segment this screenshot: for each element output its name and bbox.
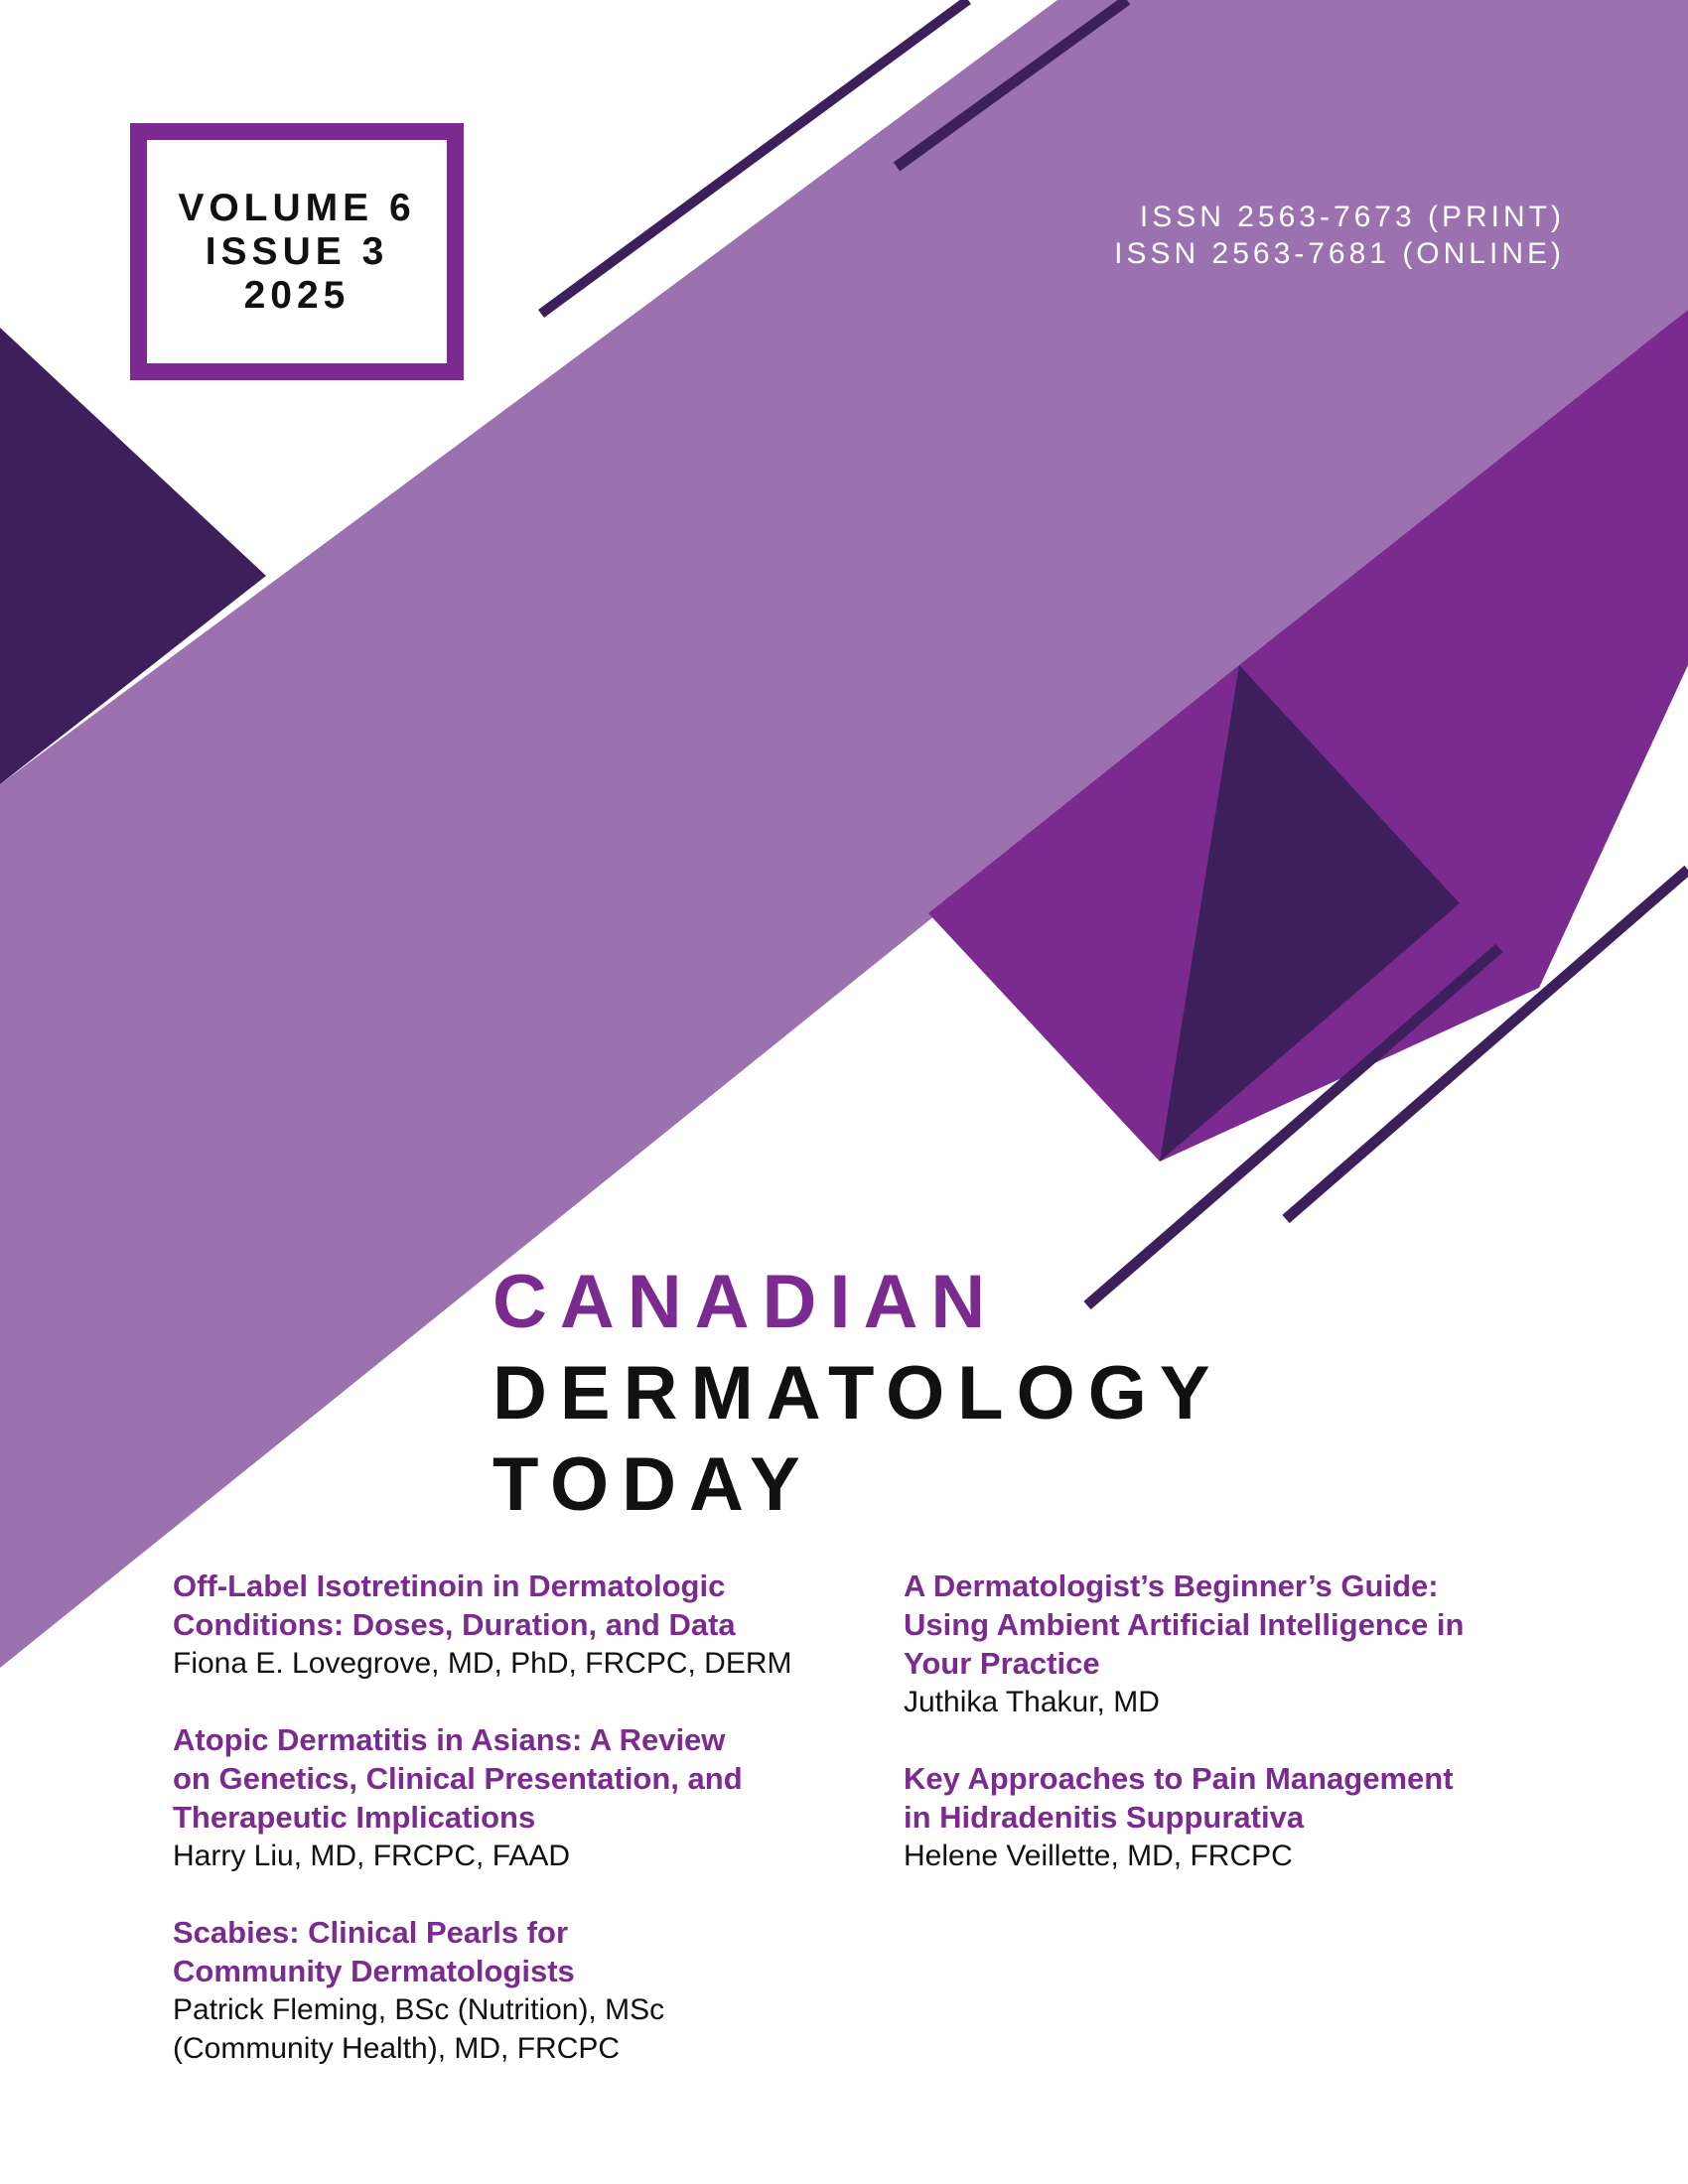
issn-block — [1114, 199, 1565, 272]
articles-right-column — [904, 1567, 1539, 1913]
articles-left-column — [173, 1567, 848, 2106]
article-authors: Harry Liu, MD, FRCPC, FAAD — [173, 1840, 571, 1872]
issue-label: ISSUE 3 — [205, 229, 389, 273]
volume-label: VOLUME 6 — [178, 186, 416, 229]
article-title[interactable]: A Dermatologist’s Beginner’s Guide: Using Ambient Artificial Intelligence in Your Practice — [904, 1569, 1465, 1681]
article-authors: Fiona E. Lovegrove, MD, PhD, FRCPC, DERM — [173, 1647, 792, 1680]
article-authors: Juthika Thakur, MD — [904, 1686, 1160, 1718]
article-item[interactable] — [173, 1567, 848, 1683]
masthead-line-today: TODAY — [492, 1442, 813, 1527]
masthead-line-dermatology: DERMATOLOGY — [492, 1351, 1223, 1435]
article-item[interactable] — [173, 1720, 848, 1875]
article-item[interactable] — [904, 1759, 1539, 1875]
volume-issue-box — [130, 123, 464, 380]
year-label: 2025 — [243, 273, 351, 317]
issn-online: ISSN 2563-7681 (ONLINE) — [1114, 237, 1565, 270]
article-authors: Helene Veillette, MD, FRCPC — [904, 1840, 1293, 1872]
article-item[interactable] — [173, 1913, 848, 2068]
masthead-line-canadian: CANADIAN — [492, 1260, 999, 1344]
article-item[interactable] — [904, 1567, 1539, 1721]
article-title[interactable]: Off-Label Isotretinoin in Dermatologic Conditions: Doses, Duration, and Data — [173, 1569, 736, 1642]
article-title[interactable]: Scabies: Clinical Pearls for Community Dermatologists — [173, 1915, 575, 1988]
article-authors: Patrick Fleming, BSc (Nutrition), MSc (Community Health), MD, FRCPC — [173, 1993, 665, 2065]
issn-print: ISSN 2563-7673 (PRINT) — [1139, 201, 1565, 233]
article-title[interactable]: Key Approaches to Pain Management in Hidradenitis Suppurativa — [904, 1761, 1454, 1835]
article-title[interactable]: Atopic Dermatitis in Asians: A Review on Genetics, Clinical Presentation, and Therapeutic Implications — [173, 1722, 743, 1835]
